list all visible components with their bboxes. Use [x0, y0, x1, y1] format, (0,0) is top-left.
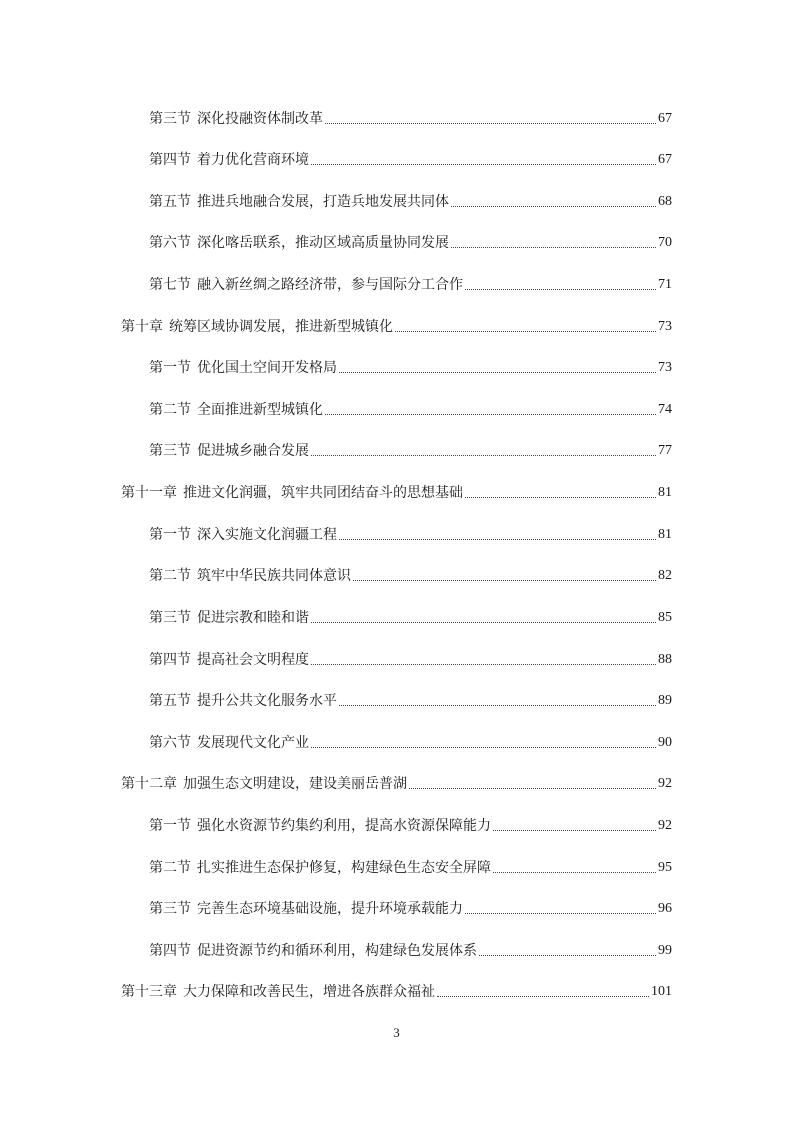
- toc-chapter-entry[interactable]: [121, 478, 672, 502]
- dot-leader: [339, 539, 656, 540]
- toc-entry-title: 大力保障和改善民生，增进各族群众福祉: [183, 984, 435, 1000]
- toc-entry-number: 第三节: [149, 443, 191, 459]
- toc-entry-page: 74: [658, 402, 672, 417]
- dot-leader: [479, 955, 656, 956]
- toc-entry[interactable]: [149, 603, 672, 627]
- dot-leader: [325, 414, 656, 415]
- toc-entry-number: 第一节: [149, 818, 191, 834]
- toc-entry-number: 第四节: [149, 943, 191, 959]
- toc-entry-title: 发展现代文化产业: [197, 735, 309, 751]
- dot-leader: [451, 206, 656, 207]
- dot-leader: [311, 164, 656, 165]
- toc-entry-number: 第四节: [149, 652, 191, 668]
- toc-entry-page: 92: [658, 776, 672, 791]
- toc-entry-number: 第三节: [149, 111, 191, 127]
- toc-entry-number: 第二节: [149, 568, 191, 584]
- toc-entry[interactable]: [149, 561, 672, 585]
- toc-entry[interactable]: [149, 270, 672, 294]
- toc-entry-number: 第二节: [149, 860, 191, 876]
- toc-entry-title: 扎实推进生态保护修复，构建绿色生态安全屏障: [197, 860, 491, 876]
- toc-entry-page: 71: [658, 277, 672, 292]
- toc-entry-page: 96: [658, 901, 672, 916]
- toc-chapter-entry[interactable]: [121, 977, 672, 1001]
- toc-entry-title: 全面推进新型城镇化: [197, 402, 323, 418]
- toc-entry-title: 促进资源节约和循环利用，构建绿色发展体系: [197, 943, 477, 959]
- dot-leader: [493, 830, 656, 831]
- toc-entry-title: 着力优化营商环境: [197, 152, 309, 168]
- toc-entry-page: 70: [658, 235, 672, 250]
- toc-entry-number: 第五节: [149, 693, 191, 709]
- toc-entry-title: 优化国土空间开发格局: [197, 360, 337, 376]
- dot-leader: [395, 331, 656, 332]
- toc-entry[interactable]: [149, 936, 672, 960]
- dot-leader: [437, 996, 649, 997]
- toc-entry[interactable]: [149, 645, 672, 669]
- toc-entry-title: 促进城乡融合发展: [197, 443, 309, 459]
- toc-entry-title: 深化投融资体制改革: [197, 111, 323, 127]
- toc-entry-title: 推进兵地融合发展，打造兵地发展共同体: [197, 194, 449, 210]
- dot-leader: [311, 455, 656, 456]
- toc-entry-page: 82: [658, 568, 672, 583]
- toc-entry-page: 89: [658, 693, 672, 708]
- toc-entry-page: 81: [658, 485, 672, 500]
- dot-leader: [409, 788, 656, 789]
- toc-chapter-entry[interactable]: [121, 769, 672, 793]
- toc-entry-number: 第十二章: [121, 776, 177, 792]
- toc-entry-page: 101: [651, 984, 672, 999]
- toc-entry-title: 筑牢中华民族共同体意识: [197, 568, 351, 584]
- toc-entry[interactable]: [149, 145, 672, 169]
- toc-entry-title: 加强生态文明建设，建设美丽岳普湖: [183, 776, 407, 792]
- toc-entry-page: 88: [658, 652, 672, 667]
- toc-entry-number: 第十一章: [121, 485, 177, 501]
- toc-entry-page: 77: [658, 443, 672, 458]
- toc-entry-page: 81: [658, 527, 672, 542]
- toc-entry-title: 推进文化润疆，筑牢共同团结奋斗的思想基础: [183, 485, 463, 501]
- toc-entry-page: 99: [658, 943, 672, 958]
- toc-entry-number: 第六节: [149, 235, 191, 251]
- toc-entry[interactable]: [149, 353, 672, 377]
- toc-entry[interactable]: [149, 853, 672, 877]
- dot-leader: [311, 622, 656, 623]
- toc-entry-page: 67: [658, 152, 672, 167]
- toc-entry[interactable]: [149, 187, 672, 211]
- toc-entry-page: 90: [658, 735, 672, 750]
- toc-entry-number: 第一节: [149, 360, 191, 376]
- toc-entry-number: 第一节: [149, 527, 191, 543]
- dot-leader: [465, 289, 656, 290]
- toc-entry-title: 提升公共文化服务水平: [197, 693, 337, 709]
- dot-leader: [325, 123, 656, 124]
- toc-entry-number: 第四节: [149, 152, 191, 168]
- toc-entry-page: 73: [658, 360, 672, 375]
- dot-leader: [465, 913, 656, 914]
- dot-leader: [451, 247, 656, 248]
- toc-entry-number: 第三节: [149, 610, 191, 626]
- toc-entry-number: 第二节: [149, 402, 191, 418]
- toc-entry-page: 73: [658, 319, 672, 334]
- dot-leader: [339, 372, 656, 373]
- toc-entry-title: 深化喀岳联系，推动区域高质量协同发展: [197, 235, 449, 251]
- toc-entry-page: 92: [658, 818, 672, 833]
- toc-entry[interactable]: [149, 395, 672, 419]
- toc-entry-number: 第五节: [149, 194, 191, 210]
- toc-entry-title: 深入实施文化润疆工程: [197, 527, 337, 543]
- toc-entry[interactable]: [149, 520, 672, 544]
- toc-entry-page: 95: [658, 860, 672, 875]
- toc-entry-page: 85: [658, 610, 672, 625]
- toc-entry-number: 第七节: [149, 277, 191, 293]
- toc-entry[interactable]: [149, 894, 672, 918]
- page-number: 3: [393, 1025, 400, 1040]
- dot-leader: [311, 747, 656, 748]
- toc-entry-title: 强化水资源节约集约利用，提高水资源保障能力: [197, 818, 491, 834]
- toc-entry-title: 融入新丝绸之路经济带，参与国际分工合作: [197, 277, 463, 293]
- dot-leader: [311, 664, 656, 665]
- toc-entry[interactable]: [149, 728, 672, 752]
- toc-entry-number: 第十章: [121, 319, 163, 335]
- toc-entry-title: 统筹区域协调发展，推进新型城镇化: [169, 319, 393, 335]
- toc-entry-title: 提高社会文明程度: [197, 652, 309, 668]
- toc-entry-title: 促进宗教和睦和谐: [197, 610, 309, 626]
- dot-leader: [465, 497, 656, 498]
- toc-entry[interactable]: [149, 811, 672, 835]
- dot-leader: [353, 580, 656, 581]
- dot-leader: [493, 872, 656, 873]
- toc-entry-title: 完善生态环境基础设施，提升环境承载能力: [197, 901, 463, 917]
- toc-entry[interactable]: [149, 686, 672, 710]
- toc-entry-number: 第十三章: [121, 984, 177, 1000]
- toc-entry[interactable]: [149, 228, 672, 252]
- toc-entry-page: 68: [658, 194, 672, 209]
- toc-entry-number: 第六节: [149, 735, 191, 751]
- dot-leader: [339, 705, 656, 706]
- toc-chapter-entry[interactable]: [121, 312, 672, 336]
- toc-entry-number: 第三节: [149, 901, 191, 917]
- toc-entry-page: 67: [658, 111, 672, 126]
- toc-entry[interactable]: [149, 436, 672, 460]
- toc-entry[interactable]: [149, 104, 672, 128]
